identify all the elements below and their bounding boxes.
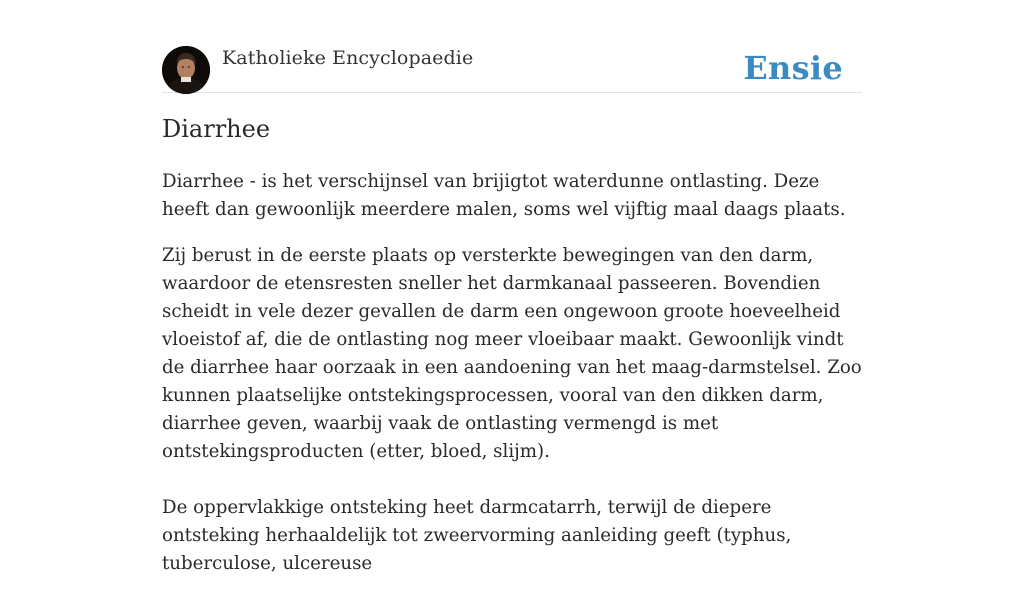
paragraph: Diarrhee - is het verschijnsel van brijigtot waterdunne ontlasting. Deze heeft dan gewoonlijk meerdere malen, soms wel vijftig maal daags plaats. [162, 171, 846, 220]
paragraph: Zij berust in de eerste plaats op versterkte bewegingen van den darm, waardoor de etensresten sneller het darmkanaal passeeren. Bovendien scheidt in vele dezer gevallen de darm een ongewoon groote hoeveelheid vloeistof af, die de ontlasting nog meer vloeibaar maakt. Gewoonlijk vindt de diarrhee haar oorzaak in een aandoening van het maag-darmstelsel. Zoo kunnen plaatselijke ontstekingsprocessen, vooral van den dikken darm, diarrhee geven, waarbij vaak de ontlasting vermengd is met ontstekingsproducten (etter, bloed, slijm). [162, 245, 862, 462]
site-name[interactable]: Katholieke Encyclopaedie [222, 47, 474, 69]
brand-logo[interactable]: Ensie [743, 49, 843, 87]
site-header [162, 44, 862, 93]
article-body [162, 168, 862, 596]
article-title: Diarrhee [162, 115, 271, 143]
portrait-avatar-icon[interactable] [162, 46, 210, 94]
paragraph: De oppervlakkige ontsteking heet darmcatarrh, terwijl de diepere ontsteking herhaaldelijk tot zweervorming aanleiding geeft (typhus, tuberculose, ulcereuse [162, 497, 792, 574]
